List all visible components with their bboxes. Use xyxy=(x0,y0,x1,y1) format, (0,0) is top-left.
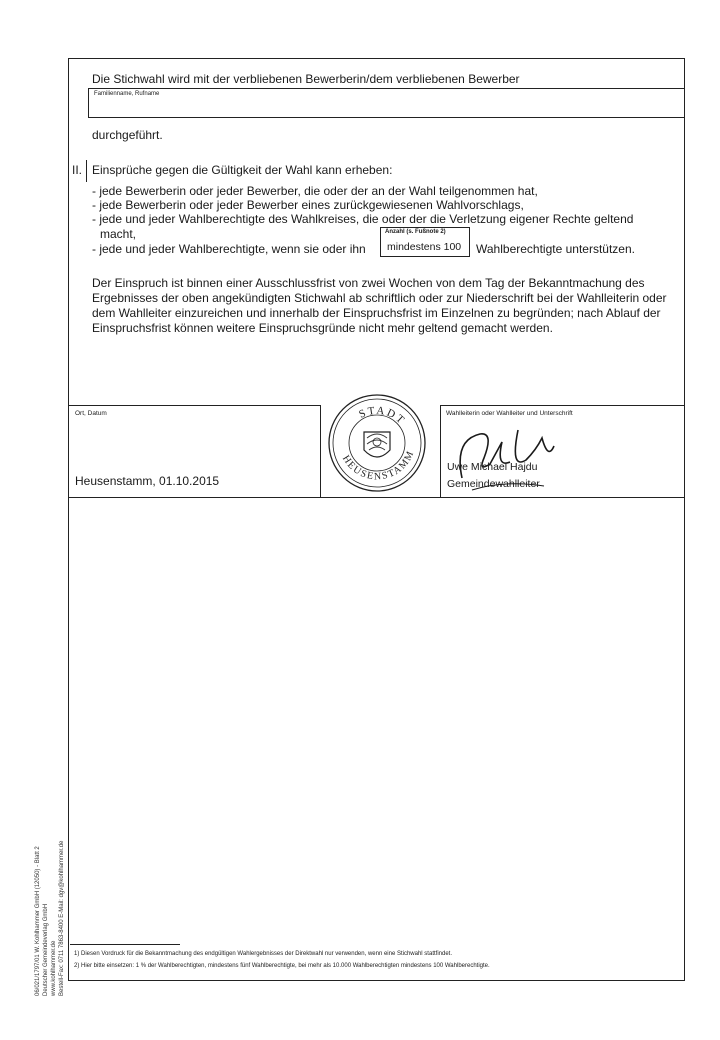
seal-text-top: STADT xyxy=(357,404,408,428)
seal-text-bottom: HEUSENSTAMM xyxy=(339,448,417,483)
objection-item-3-cont: macht, xyxy=(100,227,137,241)
frame-right xyxy=(684,58,685,980)
objection-item-1: - jede Bewerberin oder jeder Bewerber, die oder der an der Wahl teilgenommen hat, xyxy=(92,184,538,198)
footnote-1: 1) Diesen Vordruck für die Bekanntmachung des endgültigen Wahlergebnisses der Direktwahl nur verwenden, wenn eine Stichwahl stattfindet. xyxy=(74,951,452,957)
objection-item-4-post: Wahlberechtigte unterstützen. xyxy=(476,242,635,256)
signer-title: Gemeindewahlleiter xyxy=(447,478,540,490)
signer-line-left xyxy=(440,405,441,497)
count-box-value: mindestens 100 xyxy=(387,241,462,253)
frame-left xyxy=(68,58,69,980)
place-date-value: Heusenstamm, 01.10.2015 xyxy=(75,474,220,488)
count-box-label: Anzahl (s. Fußnote 2) xyxy=(385,229,446,235)
place-line-bottom xyxy=(68,497,685,498)
name-field-label: Familienname, Rufname xyxy=(94,91,160,97)
side-print-line-2: Deutscher Gemeindeverlag GmbH xyxy=(43,903,49,996)
paragraph-line-3: dem Wahlleiter einzureichen und innerhalb der Einspruchsfrist im Einzelnen zu begründen; nach Ablauf der xyxy=(92,306,661,320)
runoff-line-1: Die Stichwahl wird mit der verbliebenen Bewerberin/dem verbliebenen Bewerber xyxy=(92,72,520,86)
section-heading: Einsprüche gegen die Gültigkeit der Wahl kann erheben: xyxy=(92,163,393,177)
side-print-line-4: Bestell-Fax: 0711 7863-8400 E-Mail: dgv@kohlhammer.de xyxy=(59,840,65,996)
publisher-side-print xyxy=(34,756,66,996)
official-seal-icon xyxy=(326,392,428,494)
count-box xyxy=(380,227,470,257)
footnote-divider xyxy=(70,944,180,945)
place-line-top xyxy=(68,405,320,406)
name-box-top xyxy=(88,88,684,89)
objection-item-4-pre: - jede und jeder Wahlberechtigte, wenn sie oder ihn xyxy=(92,242,366,256)
signer-line-top xyxy=(440,405,685,406)
objection-item-2: - jede Bewerberin oder jeder Bewerber eines zurückgewiesenen Wahlvorschlags, xyxy=(92,198,524,212)
name-box-left xyxy=(88,88,89,118)
runoff-line-2: durchgeführt. xyxy=(92,128,163,142)
signer-label: Wahlleiterin oder Wahlleiter und Unterschrift xyxy=(446,410,573,417)
frame-bottom xyxy=(68,980,685,981)
place-line-right xyxy=(320,405,321,497)
objection-item-3: - jede und jeder Wahlberechtigte des Wahlkreises, die oder der die Verletzung eigener Rechte geltend xyxy=(92,212,634,226)
signer-name: Uwe Michael Hajdu xyxy=(447,461,538,473)
place-date-label: Ort, Datum xyxy=(75,410,107,417)
side-print-line-3: www.kohlhammer.de xyxy=(51,940,57,996)
side-print-line-1: 06/021/1797/01 W. Kohlhammer GmbH (12050) - Blatt 2 xyxy=(35,846,41,996)
paragraph-line-1: Der Einspruch ist binnen einer Ausschlussfrist von zwei Wochen von dem Tag der Bekanntmachung des xyxy=(92,276,645,290)
section-divider xyxy=(86,160,87,182)
name-box-bottom xyxy=(88,117,684,118)
frame-top xyxy=(68,58,685,59)
footnote-2: 2) Hier bitte einsetzen: 1 % der Wahlberechtigten, mindestens fünf Wahlberechtigte, bei mehr als 10.000 Wahlberechtigten mindestens 100 Wahlberechtigte. xyxy=(74,963,490,969)
paragraph-line-4: Einspruchsfrist können weitere Einspruchsgründe nicht mehr geltend gemacht werden. xyxy=(92,321,553,335)
section-number: II. xyxy=(72,163,83,177)
paragraph-line-2: Ergebnisses der oben angekündigten Stichwahl ab schriftlich oder zur Niederschrift bei der Wahlleiterin oder xyxy=(92,291,667,305)
